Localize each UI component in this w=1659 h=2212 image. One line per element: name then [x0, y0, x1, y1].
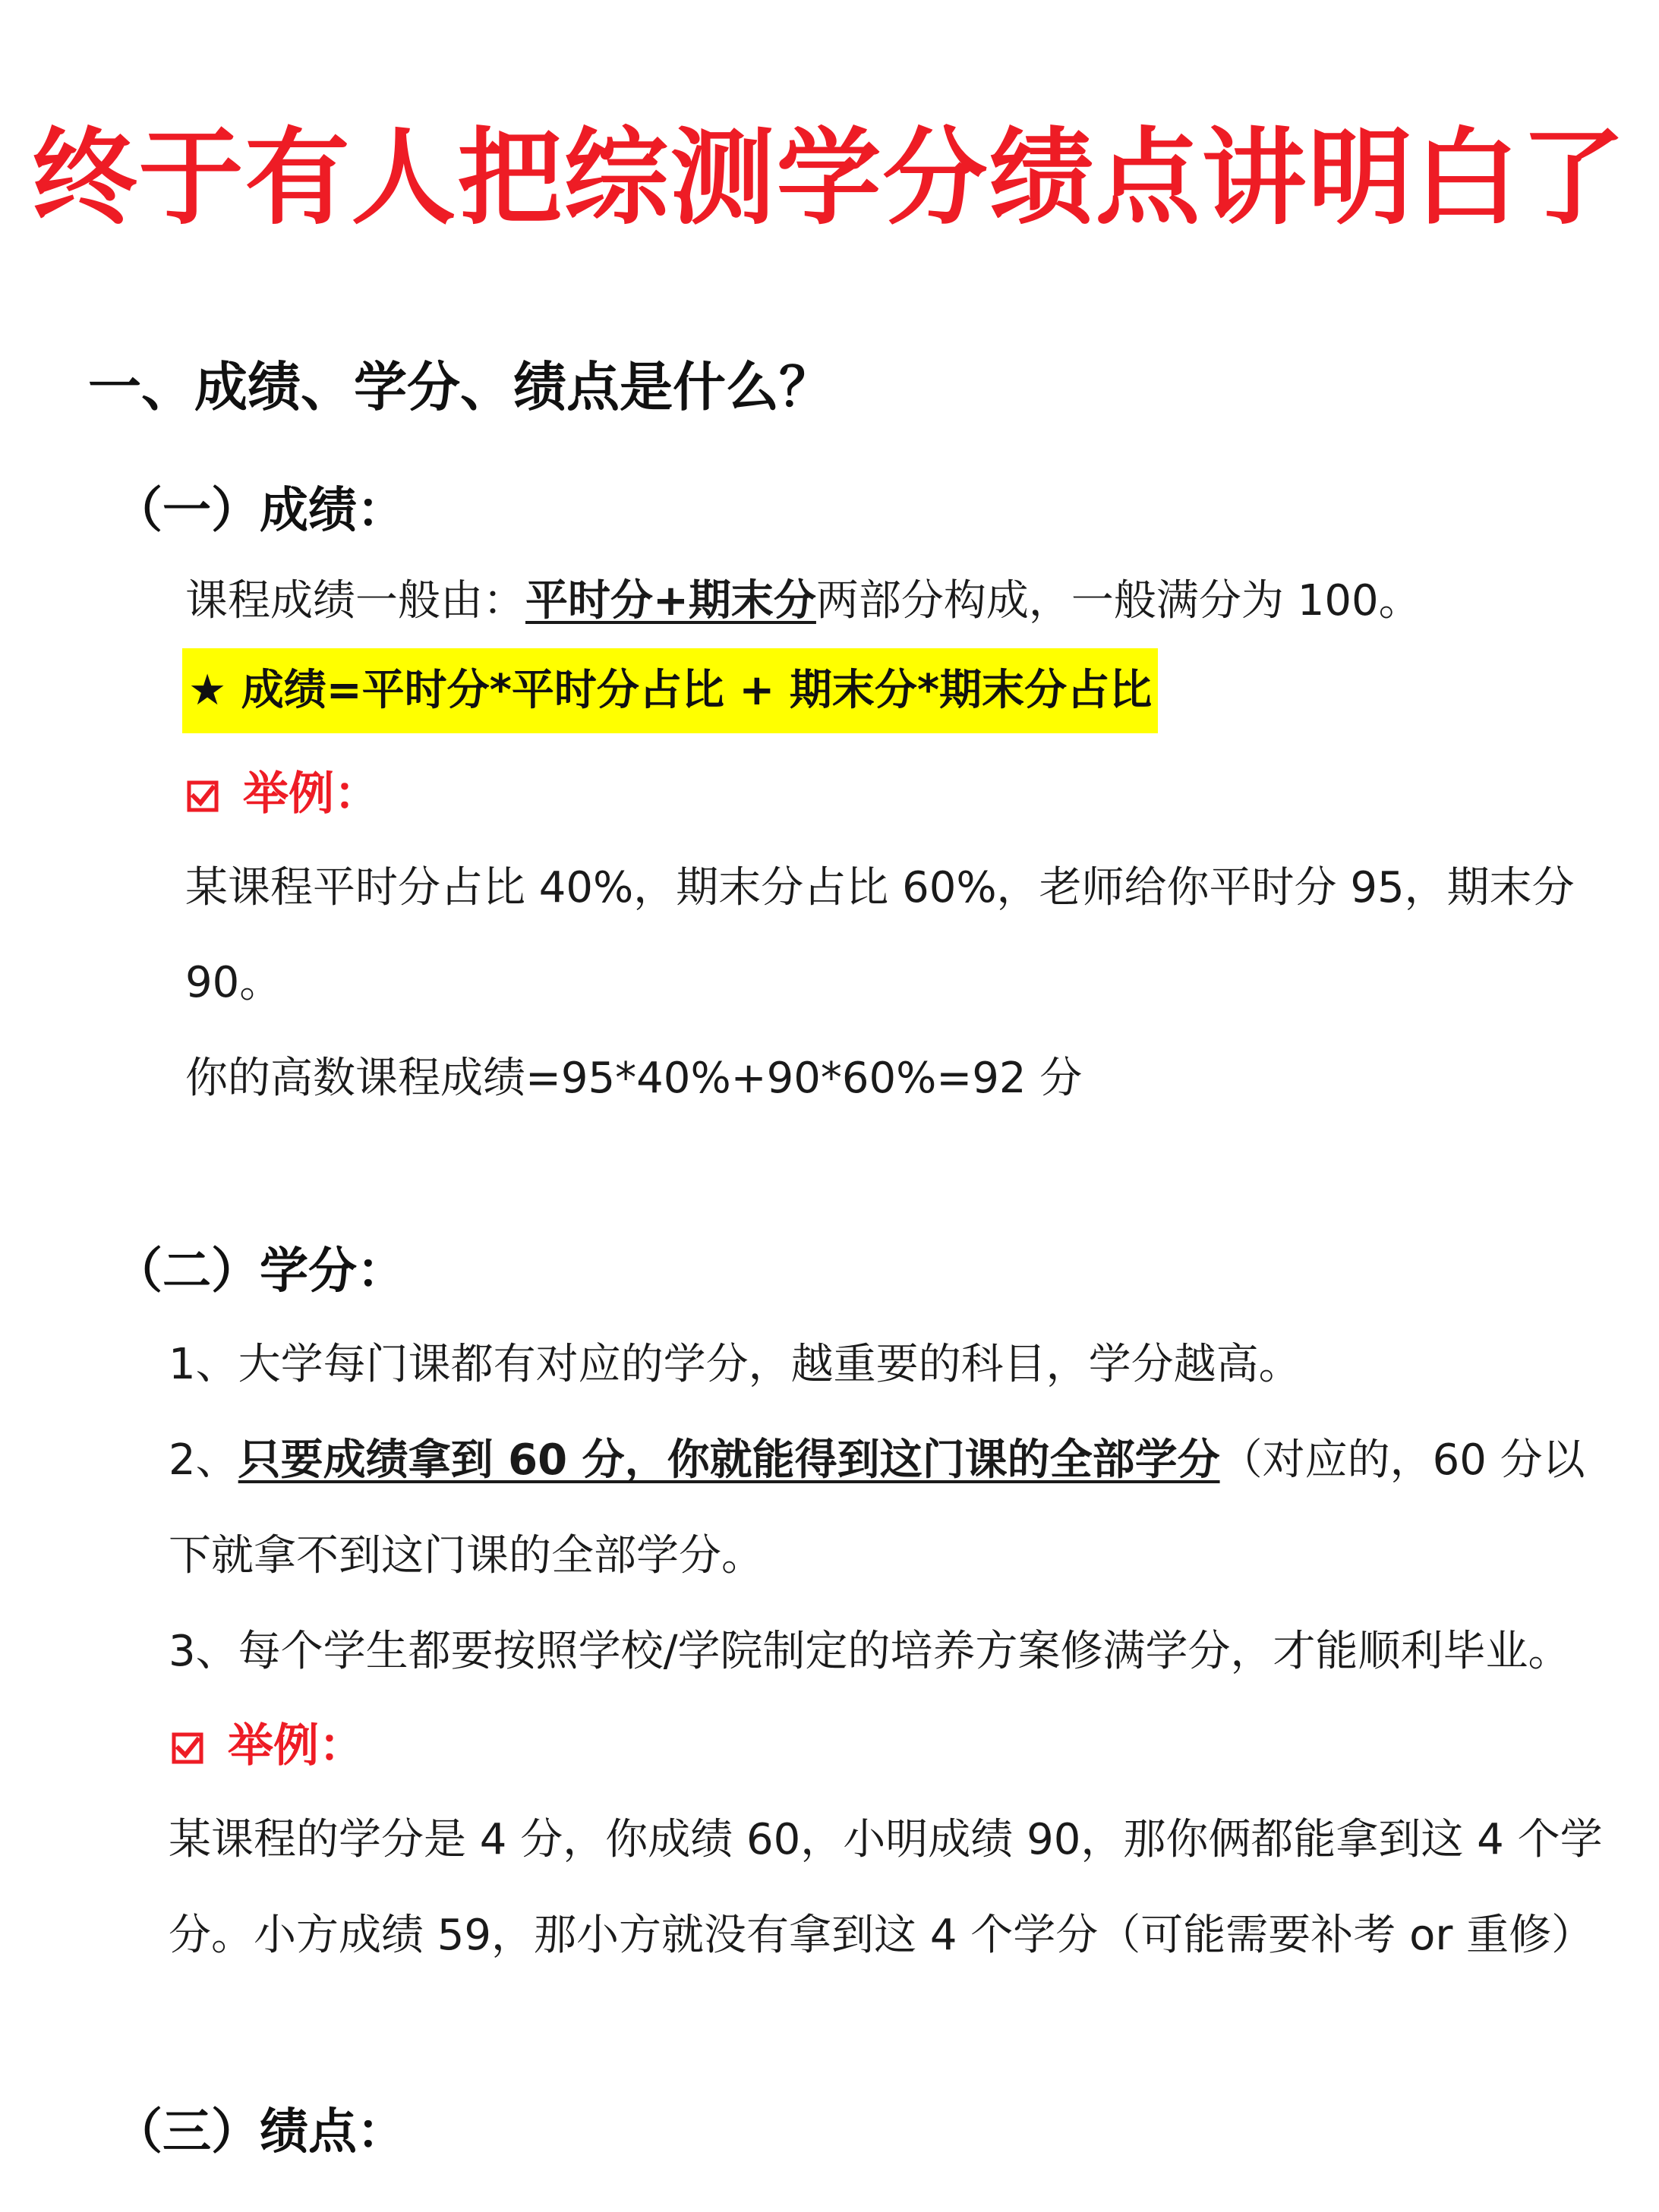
credit-item-2-line2: 下就拿不到这门课的全部学分。 — [169, 1531, 764, 1580]
subheading-credit: （二）学分： — [114, 1243, 405, 1300]
credit-item-2-prefix: 2、 — [169, 1435, 238, 1485]
subheading-grade: （一）成绩： — [114, 483, 405, 539]
grade-example-label-row — [187, 762, 380, 826]
credit-item-2-bold: 只要成绩拿到 60 分，你就能得到这门课的全部学分 — [238, 1435, 1220, 1485]
subheading-gpa: （三）绩点： — [114, 2104, 405, 2160]
grade-example-label: 举例： — [243, 767, 380, 821]
credit-example-label: 举例： — [228, 1719, 364, 1772]
grade-intro-bold: 平时分+期末分 — [525, 576, 816, 625]
credit-example-line1: 某课程的学分是 4 分，你成绩 60，小明成绩 90，那你俩都能拿到这 4 个学 — [169, 1815, 1603, 1864]
grade-formula-highlight: ★ 成绩=平时分*平时分占比 + 期末分*期末分占比 — [182, 648, 1158, 733]
credit-example-line2: 分。小方成绩 59，那小方就没有拿到这 4 个学分（可能需要补考 or 重修） — [169, 1911, 1594, 1960]
credit-item-3: 3、每个学生都要按照学校/学院制定的培养方案修满学分，才能顺利毕业。 — [169, 1627, 1571, 1676]
checkbox-icon — [172, 1732, 203, 1764]
credit-item-2-suffix: （对应的，60 分以 — [1219, 1435, 1585, 1485]
grade-intro-prefix: 课程成绩一般由： — [185, 576, 525, 625]
credit-item-1: 1、大学每门课都有对应的学分，越重要的科目，学分越高。 — [169, 1340, 1301, 1389]
grade-intro-suffix: 两部分构成，一般满分为 100。 — [815, 576, 1421, 625]
section-heading-what-are: 一、成绩、学分、绩点是什么？ — [88, 356, 832, 418]
grade-example-line3: 你的高数课程成绩=95*40%+90*60%=92 分 — [185, 1054, 1083, 1103]
checkbox-icon — [187, 780, 219, 812]
credit-example-label-row — [172, 1714, 364, 1778]
page-title: 终于有人把综测学分绩点讲明白了 — [32, 117, 1627, 239]
credit-item-2 — [169, 1430, 1585, 1491]
grade-example-line1: 某课程平时分占比 40%，期末分占比 60%，老师给你平时分 95，期末分 — [185, 863, 1575, 912]
grade-intro — [185, 571, 1421, 632]
grade-example-line2: 90。 — [185, 958, 282, 1007]
